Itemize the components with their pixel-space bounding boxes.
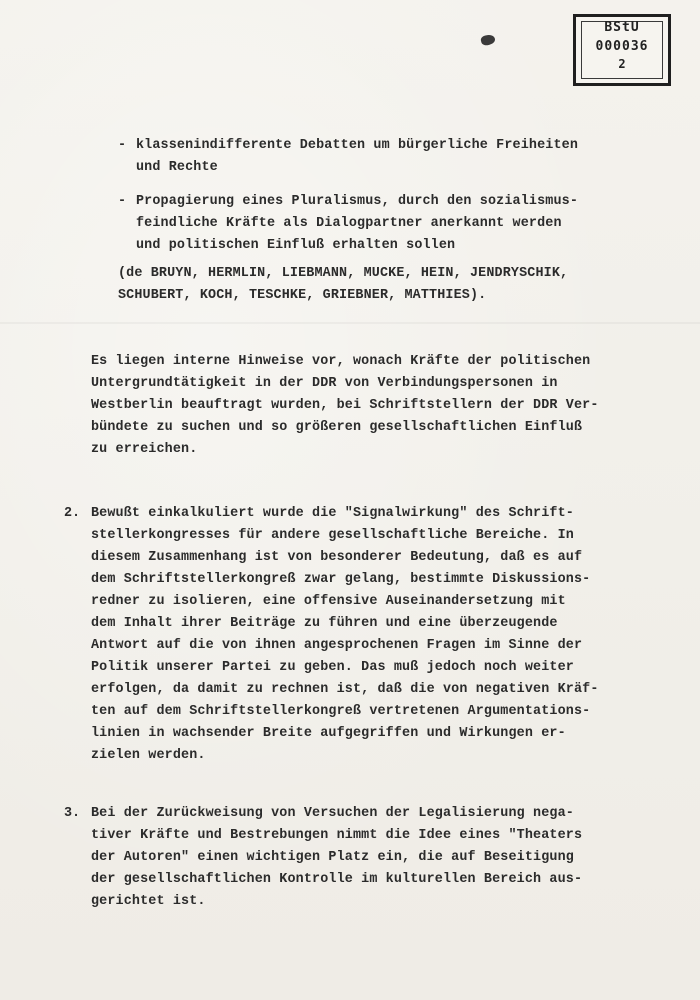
paper-fold [0,322,700,324]
item-2-line: dem Inhalt ihrer Beiträge zu führen und eine überzeugende [91,616,558,631]
item-2-number: 2. [64,506,81,521]
item-2-line: redner zu isolieren, eine offensive Auseinandersetzung mit [91,594,566,609]
item-2-line: Antwort auf die von ihnen angesprochenen Fragen im Sinne der [91,638,583,653]
names-line: (de BRUYN, HERMLIN, LIEBMANN, MUCKE, HEIN, JENDRYSCHIK, [118,266,569,281]
paragraph-line: zu erreichen. [91,442,198,457]
stamp-number: 000036 [595,39,649,54]
item-2-line: diesem Zusammenhang ist von besonderer Bedeutung, daß es auf [91,550,583,565]
item-3-line: tiver Kräfte und Bestrebungen nimmt die Idee eines "Theaters [91,828,583,843]
ink-blot [480,33,496,46]
names-line: SCHUBERT, KOCH, TESCHKE, GRIEBNER, MATTHIES). [118,288,487,303]
item-3-line: Bei der Zurückweisung von Versuchen der Legalisierung nega- [91,806,574,821]
item-3-number: 3. [64,806,81,821]
item-3-line: der Autoren" einen wichtigen Platz ein, die auf Beseitigung [91,850,574,865]
bullet-2-line: feindliche Kräfte als Dialogpartner anerkannt werden [136,216,562,231]
bullet-1-line: klassenindifferente Debatten um bürgerliche Freiheiten [136,138,579,153]
bullet-1-line: und Rechte [136,160,218,175]
item-2-line: linien in wachsender Breite aufgegriffen und Wirkungen er- [91,726,566,741]
bullet-dash: - [118,138,127,153]
item-2-line: erfolgen, da damit zu rechnen ist, daß die von negativen Kräf- [91,682,599,697]
paragraph-line: Es liegen interne Hinweise vor, wonach Kräfte der politischen [91,354,591,369]
item-2-line: Politik unserer Partei zu geben. Das muß jedoch noch weiter [91,660,574,675]
bullet-2-line: und politischen Einfluß erhalten sollen [136,238,456,253]
item-2-line: Bewußt einkalkuliert wurde die "Signalwirkung" des Schrift- [91,506,574,521]
item-2-line: zielen werden. [91,748,206,763]
item-3-line: der gesellschaftlichen Kontrolle im kulturellen Bereich aus- [91,872,583,887]
item-2-line: dem Schriftstellerkongreß zwar gelang, bestimmte Diskussions- [91,572,591,587]
item-2-line: stellerkongresses für andere gesellschaftliche Bereiche. In [91,528,574,543]
archive-stamp [573,14,671,86]
item-2-line: ten auf dem Schriftstellerkongreß vertretenen Argumentations- [91,704,591,719]
item-3-line: gerichtet ist. [91,894,206,909]
paragraph-line: Untergrundtätigkeit in der DDR von Verbindungspersonen in [91,376,558,391]
stamp-org: BStU [604,20,640,35]
stamp-page: 2 [618,57,626,71]
paragraph-line: bündete zu suchen und so größeren gesellschaftlichen Einfluß [91,420,583,435]
bullet-2-line: Propagierung eines Pluralismus, durch den sozialismus- [136,194,579,209]
paragraph-line: Westberlin beauftragt wurden, bei Schriftstellern der DDR Ver- [91,398,599,413]
bullet-dash: - [118,194,127,209]
